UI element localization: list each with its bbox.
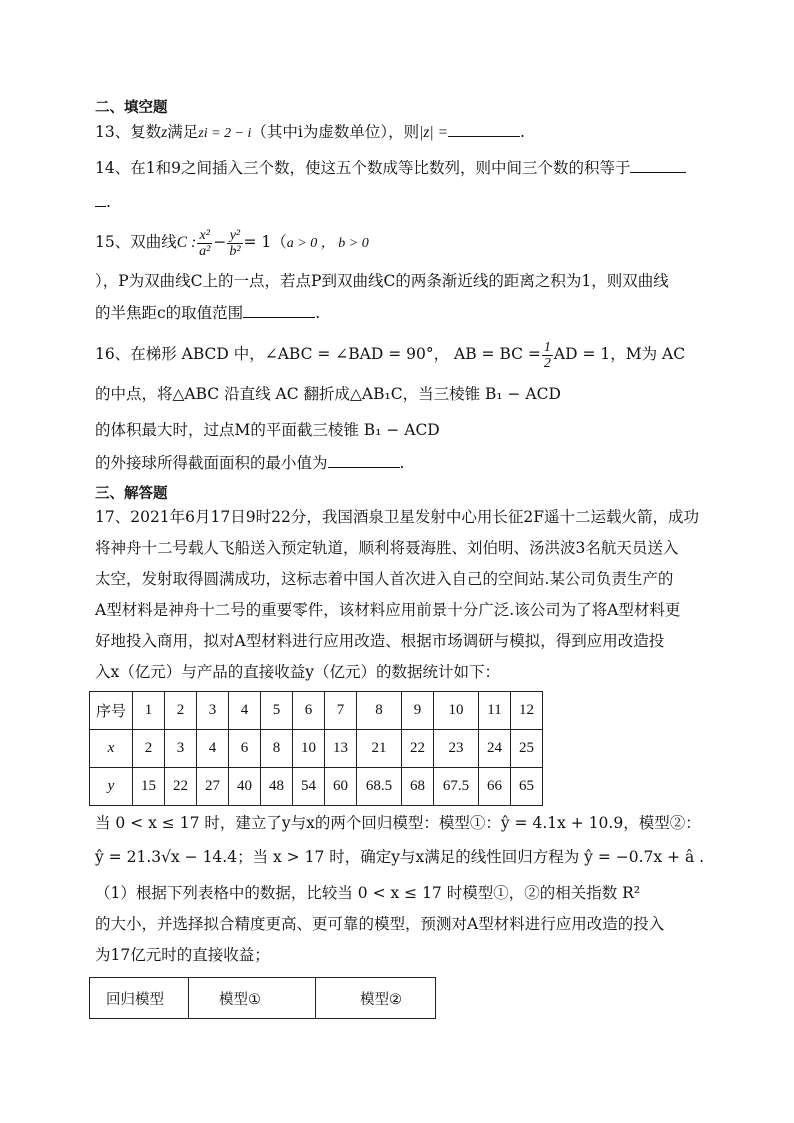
question-17-p4: A型材料是神舟十二号的重要零件，该材料应用前景十分广泛.该公司为了将A型材料更 xyxy=(95,601,681,619)
question-16 xyxy=(95,339,685,371)
q15-frac-x: $\frac{\text{x²}}{\text{a²}}$ xyxy=(199,227,211,259)
question-15 xyxy=(95,226,369,260)
table-cell: 48 xyxy=(261,768,293,806)
table-cell: 15 xyxy=(133,768,165,806)
q13-prefix: 13、复数 xyxy=(95,123,162,141)
q14-end: . xyxy=(106,193,111,211)
q13-abs: |z| = xyxy=(419,124,449,141)
table-cell: 66 xyxy=(479,768,511,806)
q15-condition: a > 0 ， b > 0 xyxy=(286,236,369,251)
table-cell: 回归模型 xyxy=(90,978,189,1019)
table-cell: 65 xyxy=(511,768,543,806)
table-cell: 6 xyxy=(229,730,261,768)
table-cell: x xyxy=(90,730,133,768)
table-cell: 模型① xyxy=(189,978,316,1019)
question-15-line3 xyxy=(95,303,320,323)
table-cell: 25 xyxy=(511,730,543,768)
question-17-p3: 太空，发射取得圆满成功，这标志着中国人首次进入自己的空间站.某公司负责生产的 xyxy=(95,570,674,588)
table-cell: 序号 xyxy=(90,692,133,730)
table-cell: 68.5 xyxy=(357,768,402,806)
q16-line1b: AD = 1，M为 AC xyxy=(553,345,686,363)
data-table xyxy=(89,691,543,806)
question-17-p2: 将神舟十二号载人飞船送入预定轨道，顺利将聂海胜、刘伯明、汤洪波3名航天员送入 xyxy=(95,539,679,557)
q15-answer-blank[interactable] xyxy=(243,303,315,318)
table-cell: 10 xyxy=(434,692,479,730)
table-cell: 67.5 xyxy=(434,768,479,806)
table-cell: 13 xyxy=(325,730,357,768)
table-cell: 4 xyxy=(197,730,229,768)
question-17-p6: 入x（亿元）与产品的直接收益y（亿元）的数据统计如下： xyxy=(95,663,500,681)
table-cell: 24 xyxy=(479,730,511,768)
q15-end: . xyxy=(315,304,321,322)
table-cell: 27 xyxy=(197,768,229,806)
question-17-sub1-line1: （1）根据下列表格中的数据，比较当 0 < x ≤ 17 时模型①，②的相关指数 R² xyxy=(95,884,641,902)
table-cell: 22 xyxy=(402,730,434,768)
table-cell: 10 xyxy=(293,730,325,768)
section-heading-fill-in: 二、填空题 xyxy=(95,100,168,116)
question-16-line3: 的体积最大时，过点M的平面截三棱锥 B₁ − ACD xyxy=(95,421,440,439)
q15-frac-y: $\frac{\text{y²}}{\text{b²}}$ xyxy=(229,227,241,259)
q14-text: 14、在1和9之间插入三个数，使这五个数成等比数列，则中间三个数的积等于 xyxy=(95,159,631,177)
q13-equation: zi = 2 − i xyxy=(198,126,252,141)
table-cell: y xyxy=(90,768,133,806)
table-cell: 1 xyxy=(133,692,165,730)
q14-answer-blank[interactable] xyxy=(630,158,686,173)
table-cell: 4 xyxy=(229,692,261,730)
q15-curve: C : xyxy=(176,234,197,251)
q16-line1a: 16、在梯形 ABCD 中，∠ABC = ∠BAD = 90°， AB = BC = xyxy=(95,345,541,363)
q14-answer-blank-cont[interactable] xyxy=(95,192,106,207)
model-comparison-table xyxy=(89,977,436,1019)
q16-frac-half: $\frac{1}{2}$ xyxy=(543,339,551,371)
table-cell: 21 xyxy=(357,730,402,768)
table-cell: 模型② xyxy=(316,978,436,1019)
question-17-p5: 好地投入商用，拟对A型材料进行应用改造、根据市场调研与模拟，得到应用改造投 xyxy=(95,632,665,650)
q16-end: . xyxy=(399,454,405,472)
question-17-models-line1: 当 0 < x ≤ 17 时，建立了y与x的两个回归模型：模型①：ŷ = 4.1x + 10.9，模型②： xyxy=(95,814,701,832)
q15-prefix: 15、双曲线 xyxy=(95,233,177,251)
q15-minus: − xyxy=(213,233,227,251)
table-row xyxy=(90,730,543,768)
table-cell: 12 xyxy=(511,692,543,730)
q13-note: （其中i为虚数单位），则 xyxy=(251,123,420,141)
table-cell: 7 xyxy=(325,692,357,730)
table-cell: 60 xyxy=(325,768,357,806)
q16-line4-text: 的外接球所得截面面积的最小值为 xyxy=(95,454,328,472)
table-cell: 9 xyxy=(402,692,434,730)
q13-var: z xyxy=(161,124,168,141)
table-row xyxy=(90,692,543,730)
question-17-p1: 17、2021年6月17日9时22分，我国酒泉卫星发射中心用长征2F遥十二运载火箭，成功 xyxy=(95,508,699,526)
question-15-line2: ），P为双曲线C上的一点，若点P到双曲线C的两条渐近线的距离之积为1，则双曲线 xyxy=(95,272,669,290)
question-14 xyxy=(95,158,686,178)
q15-eq: = 1（ xyxy=(243,233,287,251)
q13-end: . xyxy=(520,123,525,141)
table-cell: 8 xyxy=(261,730,293,768)
question-16-line4 xyxy=(95,453,404,473)
table-cell: 2 xyxy=(133,730,165,768)
q13-mid: 满足 xyxy=(167,123,199,141)
question-17-sub1-line3: 为17亿元时的直接收益； xyxy=(95,946,270,964)
question-17-sub1-line2: 的大小，并选择拟合精度更高、更可靠的模型，预测对A型材料进行应用改造的投入 xyxy=(95,915,665,933)
table-cell: 3 xyxy=(197,692,229,730)
table-cell: 2 xyxy=(165,692,197,730)
table-cell: 68 xyxy=(402,768,434,806)
q13-answer-blank[interactable] xyxy=(448,122,520,137)
q16-answer-blank[interactable] xyxy=(328,453,400,468)
table-row xyxy=(90,978,436,1019)
table-cell: 8 xyxy=(357,692,402,730)
section-heading-answer: 三、解答题 xyxy=(95,486,168,502)
table-cell: 22 xyxy=(165,768,197,806)
table-row xyxy=(90,768,543,806)
table-cell: 23 xyxy=(434,730,479,768)
table-cell: 54 xyxy=(293,768,325,806)
question-14-continued xyxy=(95,192,111,212)
table-cell: 11 xyxy=(479,692,511,730)
q15-line3-text: 的半焦距c的取值范围 xyxy=(95,304,244,322)
question-17-models-line2: ŷ = 21.3√x − 14.4；当 x > 17 时，确定y与x满足的线性回归方程为 ŷ = −0.7x + â . xyxy=(95,848,705,866)
table-cell: 3 xyxy=(165,730,197,768)
table-cell: 40 xyxy=(229,768,261,806)
table-cell: 6 xyxy=(293,692,325,730)
question-16-line2: 的中点，将△ABC 沿直线 AC 翻折成△AB₁C，当三棱锥 B₁ − ACD xyxy=(95,385,561,403)
question-13 xyxy=(95,122,525,144)
table-cell: 5 xyxy=(261,692,293,730)
